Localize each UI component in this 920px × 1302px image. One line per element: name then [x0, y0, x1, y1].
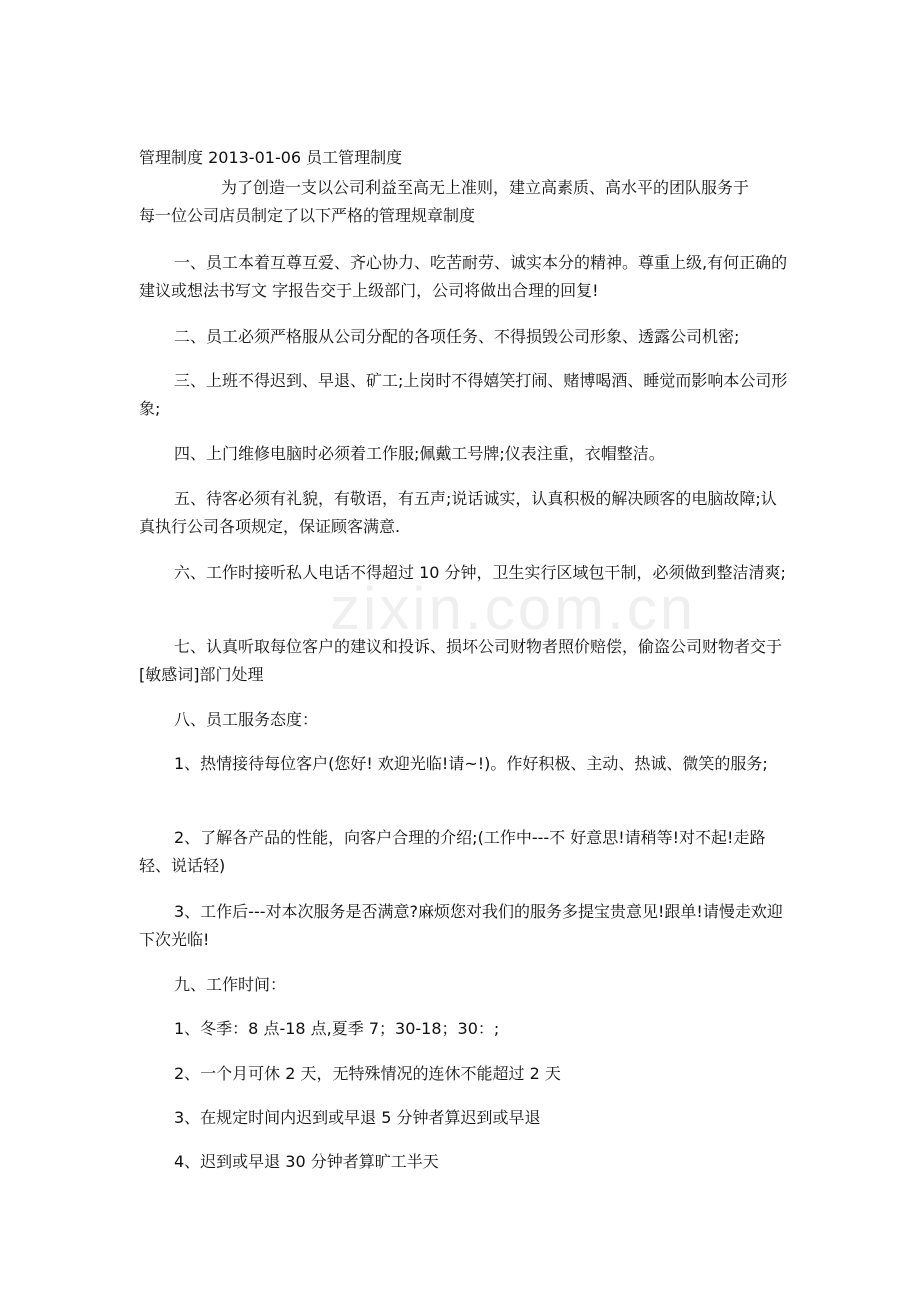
paragraph-rule-9-heading: 九、工作时间：	[174, 975, 287, 994]
paragraph-service-3: 3、工作后---对本次服务是否满意?麻烦您对我们的服务多提宝贵意见!跟单!请慢走欢迎下次光临!	[139, 902, 783, 949]
paragraph-rule-6: 六、工作时接听私人电话不得超过 10 分钟，卫生实行区域包干制，必须做到整洁清爽;	[174, 563, 786, 582]
paragraph-rule-4: 四、上门维修电脑时必须着工作服;佩戴工号牌;仪表注重，衣帽整洁。	[174, 444, 665, 463]
paragraph-hours-2: 2、一个月可休 2 天，无特殊情况的连休不能超过 2 天	[174, 1064, 561, 1083]
paragraph-hours-4: 4、迟到或早退 30 分钟者算旷工半天	[174, 1152, 439, 1171]
paragraph-rule-3: 三、上班不得迟到、早退、矿工;上岗时不得嬉笑打闹、赌博喝酒、睡觉而影响本公司形象;	[139, 371, 788, 418]
intro-line-1: 为了创造一支以公司利益至高无上准则，建立高素质、高水平的团队服务于	[221, 178, 750, 197]
intro-line-2: 每一位公司店员制定了以下严格的管理规章制度	[139, 206, 476, 225]
paragraph-hours-3: 3、在规定时间内迟到或早退 5 分钟者算迟到或早退	[174, 1108, 541, 1127]
paragraph-rule-2: 二、员工必须严格服从公司分配的各项任务、不得损毁公司形象、透露公司机密;	[174, 327, 740, 346]
paragraph-service-1: 1、热情接待每位客户(您好! 欢迎光临!请~!)。作好积极、主动、热诚、微笑的服务;	[174, 754, 768, 773]
paragraph-rule-8-heading: 八、员工服务态度：	[174, 710, 319, 729]
document-title: 管理制度 2013-01-06 员工管理制度	[139, 148, 403, 167]
paragraph-hours-1: 1、冬季：8 点-18 点,夏季 7；30-18；30：;	[174, 1019, 500, 1038]
paragraph-rule-1: 一、员工本着互尊互爱、齐心协力、吃苦耐劳、诚实本分的精神。尊重上级,有何正确的建议或想法书写文 字报告交于上级部门，公司将做出合理的回复!	[139, 253, 788, 300]
paragraph-rule-7: 七、认真听取每位客户的建议和投诉、损坏公司财物者照价赔偿，偷盗公司财物者交于[敏感词]部门处理	[139, 637, 783, 684]
paragraph-service-2: 2、了解各产品的性能，向客户合理的介绍;(工作中---不 好意思!请稍等!对不起!走路轻、说话轻)	[139, 828, 766, 875]
paragraph-rule-5: 五、待客必须有礼貌，有敬语，有五声;说话诚实，认真积极的解决顾客的电脑故障;认真执行公司各项规定，保证顾客满意.	[139, 489, 777, 536]
watermark: zixin.com.cn	[330, 575, 697, 642]
